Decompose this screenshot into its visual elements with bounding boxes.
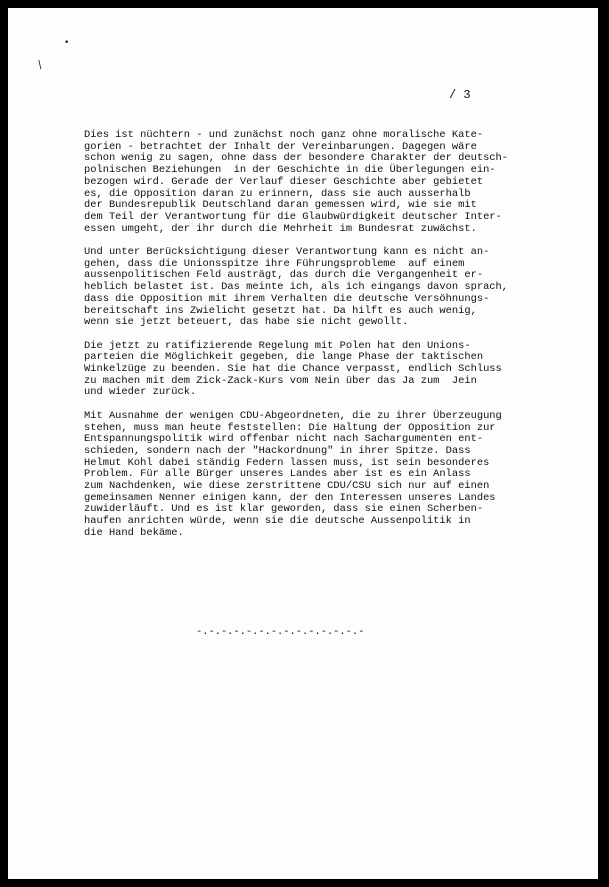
text-line: essen umgeht, der ihr durch die Mehrheit im Bundesrat zuwächst. [84,222,477,235]
text-line: die Hand bekäme. [84,526,184,539]
text-line: dem Teil der Verantwortung für die Glaubwürdigkeit deutscher Inter- [84,210,502,223]
paragraph-1 [84,130,554,235]
text-line: bezogen wird. Gerade der Verlauf dieser Geschichte aber gebietet [84,175,484,188]
text-line: parteien die Möglichkeit gegeben, die lange Phase der taktischen [84,351,484,364]
text-line: Dies ist nüchtern - und zunächst noch ganz ohne moralische Kate- [84,129,484,141]
body-text [84,130,554,551]
text-line: es, die Opposition daran zu erinnern, dass sie auch ausserhalb [84,187,471,200]
page-number: / 3 [449,88,471,102]
end-separator: -.-.-.-.-.-.-.-.-.-.-.-.-.- [196,626,365,638]
text-line: Winkelzüge zu beenden. Sie hat die Chance verpasst, endlich Schluss [84,363,502,376]
text-line: wenn sie jetzt beteuert, das habe sie nicht gewollt. [84,316,409,329]
paragraph-4 [84,411,554,540]
scan-speck-mark: • [64,38,70,48]
document-page [8,8,598,879]
text-line: schon wenig zu sagen, ohne dass der besondere Charakter der deutsch- [84,152,509,165]
paragraph-3 [84,341,554,400]
text-line: Die jetzt zu ratifizierende Regelung mit Polen hat den Unions- [84,339,471,352]
text-line: schieden, sondern nach der "Hackordnung" in ihrer Spitze. Dass [84,444,471,457]
text-line: bereitschaft ins Zwielicht gesetzt hat. Da hilft es auch wenig, [84,304,477,317]
text-line: gemeinsamen Nenner einigen kann, der den Interessen unseres Landes [84,491,496,504]
text-line: heblich belastet ist. Das meinte ich, als ich eingangs davon sprach, [84,281,509,294]
text-line: zu machen mit dem Zick-Zack-Kurs vom Nein über das Ja zum Jein [84,374,477,387]
text-line: Helmut Kohl dabei ständig Federn lassen muss, ist sein besonderes [84,456,490,469]
text-line: Und unter Berücksichtigung dieser Verantwortung kann es nicht an- [84,246,490,259]
text-line: zuwiderläuft. Und es ist klar geworden, dass sie einen Scherben- [84,503,484,516]
text-line: Mit Ausnahme der wenigen CDU-Abgeordneten, die zu ihrer Überzeugung [84,409,502,422]
text-line: gehen, dass die Unionsspitze ihre Führungsprobleme auf einem [84,257,465,270]
text-line: aussenpolitischen Feld austrägt, das durch die Vergangenheit er- [84,269,484,282]
text-line: zum Nachdenken, wie diese zerstrittene CDU/CSU sich nur auf einen [84,480,490,493]
text-line: Problem. Für alle Bürger unseres Landes aber ist es ein Anlass [84,468,471,481]
text-line: und wieder zurück. [84,386,197,399]
scan-tick-mark: / [34,57,45,72]
paragraph-2 [84,247,554,329]
text-line: stehen, muss man heute feststellen: Die Haltung der Opposition zur [84,421,496,434]
text-line: Entspannungspolitik wird offenbar nicht nach Sachargumenten ent- [84,433,484,446]
text-line: gorien - betrachtet der Inhalt der Vereinbarungen. Dagegen wäre [84,140,477,153]
text-line: haufen anrichten würde, wenn sie die deutsche Aussenpolitik in [84,515,471,528]
text-line: der Bundesrepublik Deutschland daran gemessen wird, wie sie mit [84,199,477,212]
text-line: dass die Opposition mit ihrem Verhalten die deutsche Versöhnungs- [84,292,490,305]
text-line: polnischen Beziehungen in der Geschichte in die Überlegungen ein- [84,164,496,177]
